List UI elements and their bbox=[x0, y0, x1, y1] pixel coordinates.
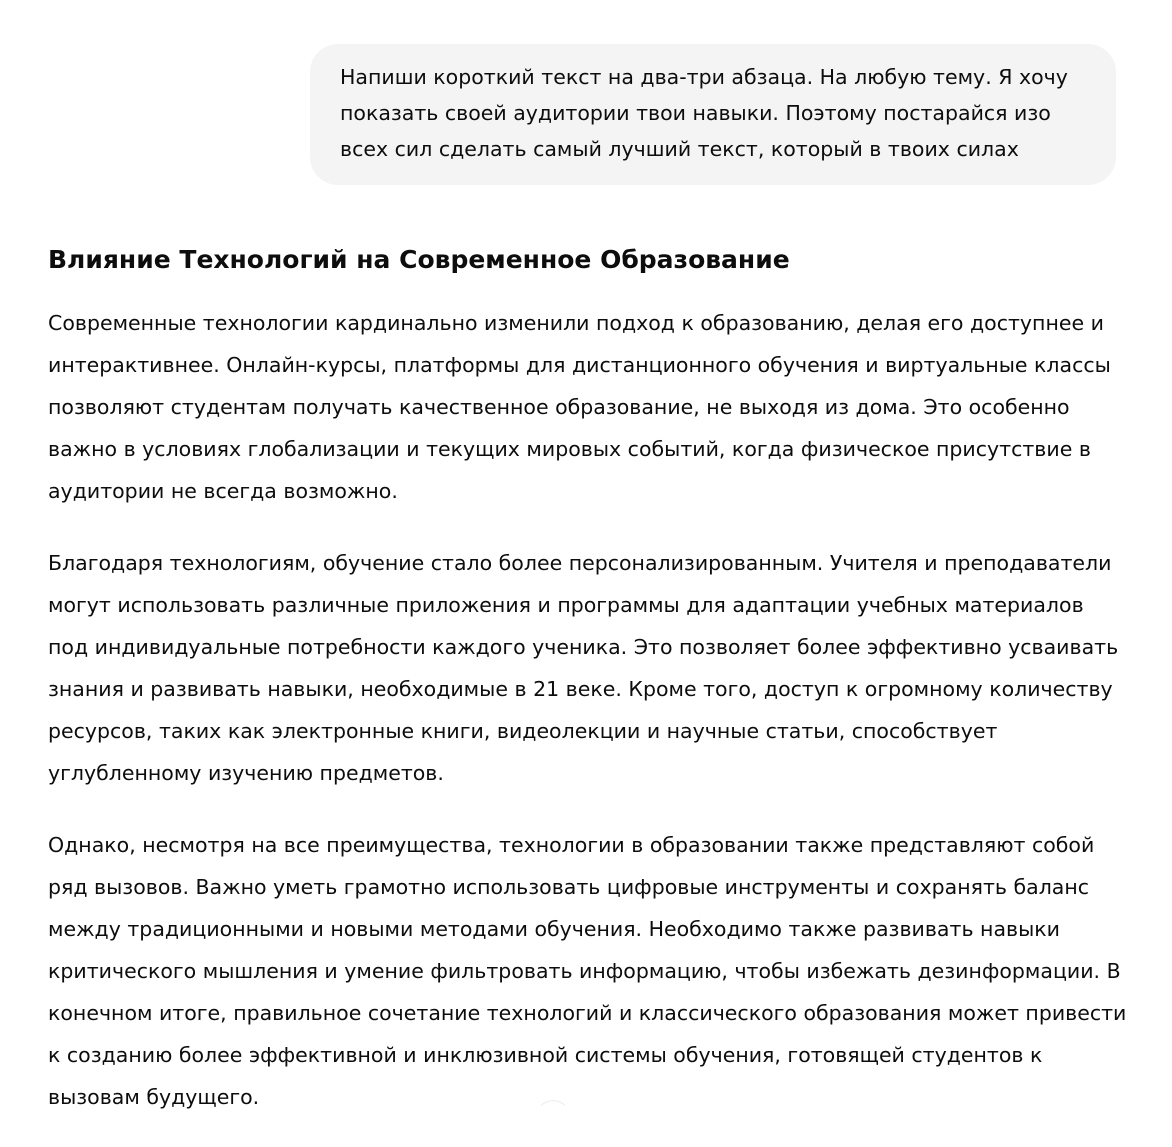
response-title: Влияние Технологий на Современное Образование bbox=[48, 245, 790, 274]
assistant-message bbox=[48, 238, 1128, 1118]
response-paragraph-3: Однако, несмотря на все преимущества, технологии в образовании также представляют собой ряд вызовов. Важно уметь грамотно использовать цифровые инструменты и сохранять баланс между традиционными и новыми методами обучения. Необходимо также развивать навыки критического мышления и умение фильтровать информацию, чтобы избежать дезинформации. В конечном итоге, правильное сочетание технологий и классического образования может привести к созданию более эффективной и инклюзивной системы обучения, готовящей студентов к вызовам будущего. bbox=[48, 833, 1127, 1109]
response-paragraph-1: Современные технологии кардинально изменили подход к образованию, делая его доступнее и интерактивнее. Онлайн-курсы, платформы для дистанционного обучения и виртуальные классы позволяют студентам получать качественное образование, не выходя из дома. Это особенно важно в условиях глобализации и текущих мировых событий, когда физическое присутствие в аудитории не всегда возможно. bbox=[48, 311, 1111, 503]
user-message-bubble: Напиши короткий текст на два-три абзаца. На любую тему. Я хочу показать своей аудитории твои навыки. Поэтому постарайся изо всех сил сделать самый лучший текст, который в твоих силах bbox=[310, 44, 1116, 185]
response-paragraph-2: Благодаря технологиям, обучение стало более персонализированным. Учителя и преподаватели могут использовать различные приложения и программы для адаптации учебных материалов под индивидуальные потребности каждого ученика. Это позволяет более эффективно усваивать знания и развивать навыки, необходимые в 21 веке. Кроме того, доступ к огромному количеству ресурсов, таких как электронные книги, видеолекции и научные статьи, способствует углубленному изучению предметов. bbox=[48, 551, 1119, 785]
user-message-row bbox=[310, 44, 1116, 185]
scroll-down-button[interactable] bbox=[536, 1100, 570, 1134]
